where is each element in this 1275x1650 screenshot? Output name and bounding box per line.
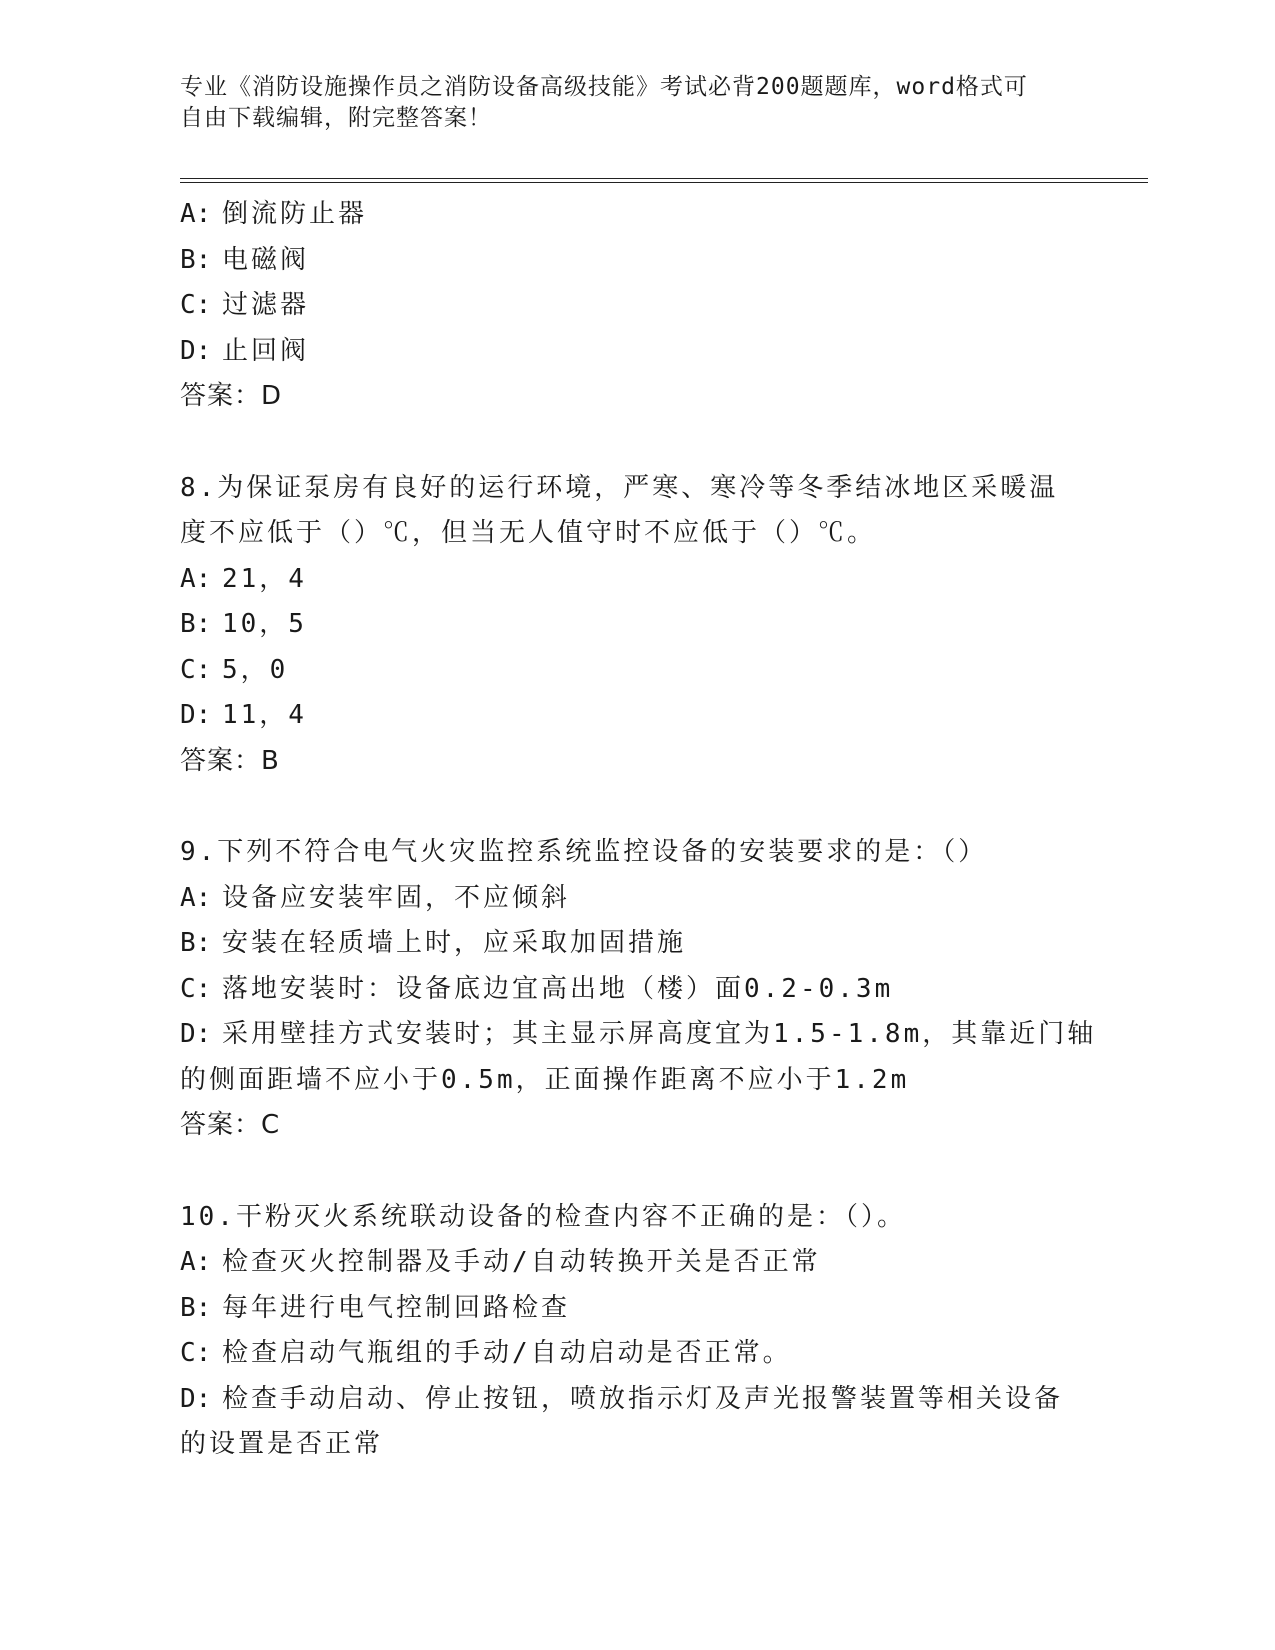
- option-d: [180, 1012, 1097, 1058]
- option-label: B:: [180, 928, 212, 958]
- option-label: A:: [180, 563, 212, 594]
- question-10: [180, 1195, 1080, 1468]
- option-a: [180, 557, 1080, 603]
- answer-line: 答案：B: [180, 745, 280, 776]
- option-label: D:: [180, 700, 212, 730]
- option-text: 电磁阀: [222, 244, 310, 275]
- option-d: [180, 693, 1080, 739]
- option-label: B:: [180, 1292, 212, 1323]
- option-b: [180, 238, 1080, 284]
- option-label: C:: [180, 290, 212, 320]
- option-d: [180, 1377, 1080, 1423]
- option-text: 采用壁挂方式安装时；其主显示屏高度宜为1.5-1.8m，其靠近门轴: [222, 1019, 1097, 1049]
- header-double-rule: [180, 178, 1148, 183]
- option-text: 安装在轻质墙上时，应采取加固措施: [222, 928, 687, 958]
- option-text: 过滤器: [222, 290, 310, 320]
- option-a: [180, 876, 1080, 922]
- option-text: 倒流防止器: [222, 199, 368, 229]
- option-label: A:: [180, 1247, 212, 1277]
- option-label: D:: [180, 335, 212, 366]
- spacer: [180, 420, 1080, 466]
- option-d: [180, 329, 1080, 375]
- option-text: 检查手动启动、停止按钮，喷放指示灯及声光报警装置等相关设备: [222, 1383, 1064, 1414]
- option-text: 止回阀: [222, 335, 310, 366]
- option-label: D:: [180, 1019, 212, 1049]
- option-b: [180, 602, 1080, 648]
- question-content: [180, 192, 1097, 1468]
- answer-line: 答案：D: [180, 381, 283, 411]
- option-label: C:: [180, 1338, 212, 1368]
- option-text: 检查启动气瓶组的手动/自动启动是否正常。: [222, 1338, 792, 1368]
- option-text: 21，4: [222, 563, 307, 594]
- question-stem-line: 度不应低于（）℃，但当无人值守时不应低于（）℃。: [180, 518, 877, 548]
- option-continuation: 的设置是否正常: [180, 1429, 384, 1459]
- option-label: A:: [180, 199, 212, 229]
- option-label: A:: [180, 882, 212, 913]
- option-text: 10，5: [222, 609, 307, 639]
- header-line-2: 自由下载编辑，附完整答案！: [180, 105, 492, 131]
- question-8: [180, 466, 1080, 785]
- option-label: C:: [180, 973, 212, 1004]
- question-stem-line: 9.下列不符合电气火灾监控系统监控设备的安装要求的是：（）: [180, 837, 988, 867]
- option-c: [180, 648, 1080, 694]
- option-b: [180, 1286, 1080, 1332]
- option-a: [180, 192, 1080, 238]
- question-stem-line: 8.为保证泵房有良好的运行环境，严寒、寒冷等冬季结冰地区采暖温: [180, 472, 1059, 503]
- document-header: [180, 72, 1060, 134]
- option-text: 检查灭火控制器及手动/自动转换开关是否正常: [222, 1247, 821, 1277]
- option-continuation: 的侧面距墙不应小于0.5m，正面操作距离不应小于1.2m: [180, 1064, 910, 1095]
- option-text: 每年进行电气控制回路检查: [222, 1292, 571, 1323]
- spacer: [180, 784, 1080, 830]
- option-c: [180, 967, 1080, 1013]
- option-label: B:: [180, 609, 212, 639]
- option-text: 落地安装时：设备底边宜高出地（楼）面0.2-0.3m: [222, 973, 894, 1004]
- question-stem-line: 10.干粉灭火系统联动设备的检查内容不正确的是：（）。: [180, 1201, 906, 1232]
- question-partial: [180, 192, 1080, 420]
- answer-line: 答案：C: [180, 1110, 281, 1140]
- option-label: D:: [180, 1383, 212, 1414]
- option-a: [180, 1240, 1080, 1286]
- option-text: 设备应安装牢固，不应倾斜: [222, 882, 571, 913]
- question-9: [180, 830, 1097, 1149]
- option-c: [180, 1331, 1080, 1377]
- header-line-1: 专业《消防设施操作员之消防设备高级技能》考试必背200题题库，word格式可: [180, 74, 1028, 100]
- option-text: 5，0: [222, 654, 289, 685]
- option-text: 11，4: [222, 700, 307, 730]
- option-label: C:: [180, 654, 212, 685]
- option-c: [180, 283, 1080, 329]
- option-label: B:: [180, 244, 212, 275]
- option-b: [180, 921, 1080, 967]
- spacer: [180, 1149, 1080, 1195]
